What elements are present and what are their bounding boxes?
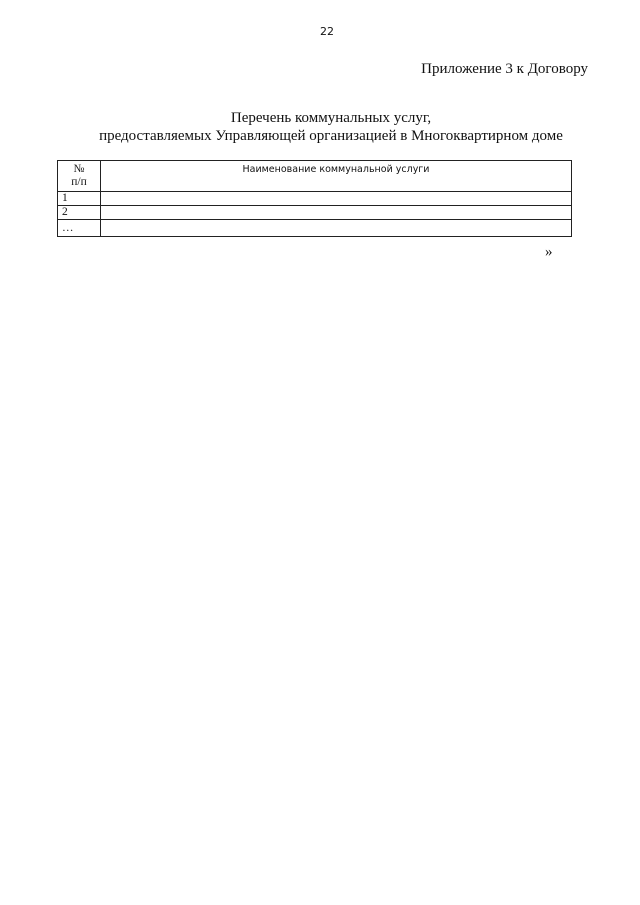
table-row [58, 220, 572, 237]
header-service-name-cell: Наименование коммунальной услуги [101, 161, 572, 192]
header-number-line-1: № [73, 163, 85, 175]
table-header-row [58, 161, 572, 192]
row-number-cell: … [58, 220, 101, 237]
page-number: 22 [320, 25, 334, 38]
header-number-cell [58, 161, 101, 192]
service-name-cell [101, 192, 572, 206]
title-line-1: Перечень коммунальных услуг, [230, 110, 432, 126]
table-row [58, 206, 572, 220]
header-number-line-2: п/п [71, 176, 87, 188]
title-line-2: предоставляемых Управляющей организацией в Многоквартирном доме [99, 128, 563, 144]
service-name-cell [101, 206, 572, 220]
table-row [58, 192, 572, 206]
service-name-cell [101, 220, 572, 237]
appendix-label: Приложение 3 к Договору [421, 61, 588, 77]
services-table [57, 160, 572, 237]
row-number-cell: 2 [58, 206, 101, 220]
row-number-cell: 1 [58, 192, 101, 206]
closing-quote-mark: » [545, 244, 553, 260]
document-title [42, 109, 620, 145]
